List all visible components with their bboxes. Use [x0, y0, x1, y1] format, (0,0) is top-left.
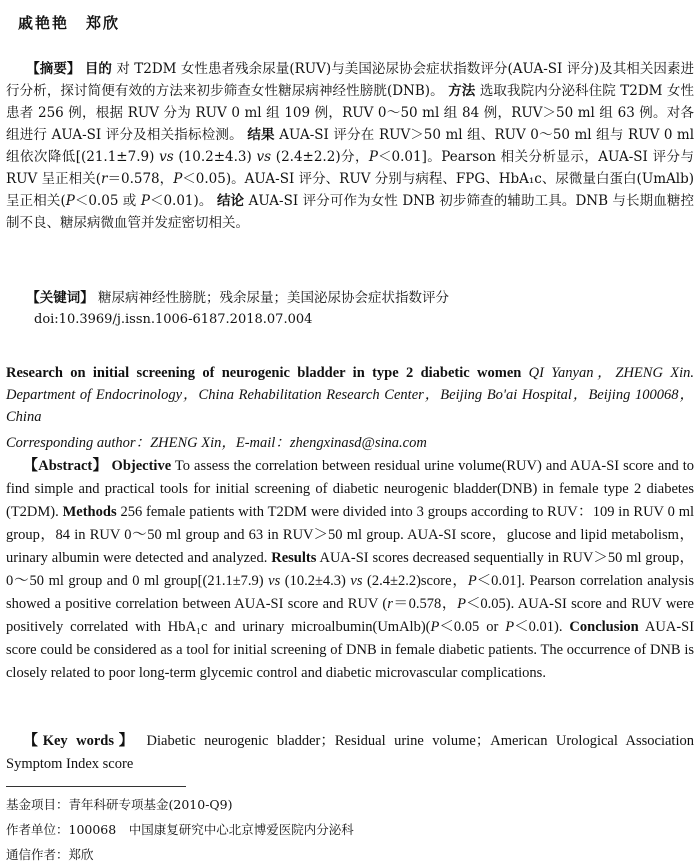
en-objective-text: To assess the correlation between residual urine volume(RUV) and AUA-SI score and to find simple and practical tools for initial screening of diabetic neurogenic bladder(DNB) in female type 2 diabetes (T2DM).: [6, 458, 694, 520]
zh-r: r: [100, 171, 108, 187]
english-abstract: [6, 455, 694, 685]
zh-results-text-6: ＜0.05)。AUA-SI 评分、RUV 分别与病程、FPG、HbA₁c、尿微量白蛋白(UmAlb)呈正相关(: [6, 171, 694, 209]
chinese-abstract: [6, 58, 694, 234]
zh-results-text-3: (2.4±2.2)分，: [275, 149, 369, 165]
english-title: Research on initial screening of neurogenic bladder in type 2 diabetic women: [6, 365, 522, 381]
chinese-authors: 戚艳艳 郑欣: [18, 14, 121, 32]
en-results-text-4: ＜0.01]. Pearson correlation analysis showed a positive correlation between AUA-SI score and RUV (: [6, 573, 694, 612]
zh-results-text-7: ＜0.05 或: [74, 193, 137, 209]
en-p-4: P: [505, 619, 515, 635]
zh-p-2: P: [173, 171, 183, 187]
zh-conclusion-label: 结论: [216, 193, 245, 209]
zh-methods-label: 方法: [448, 83, 476, 99]
en-vs-2: vs: [350, 573, 363, 589]
zh-results-text-4: ＜0.01]。Pearson 相关分析显示，AUA-SI 评分与 RUV 呈正相关(: [6, 149, 694, 187]
zh-vs-2: vs: [256, 149, 272, 165]
footnote-fund: 基金项目：青年科研专项基金(2010-Q9): [6, 797, 233, 812]
footnote-affiliation: 作者单位：100068 中国康复研究中心北京博爱医院内分泌科: [6, 822, 354, 837]
en-results-text-3: (2.4±2.2)score，: [367, 573, 468, 589]
zh-p-1: P: [368, 149, 379, 165]
en-methods-text: 256 female patients with T2DM were divided into 3 groups according to RUV：109 in RUV 0 ml group，84 in RUV 0～50 ml group and 63 in RUV＞50 ml group. AUA-SI score，glucose and lipid metabolism，urinary albumin were detected and analyzed.: [6, 504, 694, 566]
en-abstract-label: 【Abstract】: [23, 458, 108, 474]
en-conclusion-text: AUA-SI score could be considered as a tool for initial screening of DNB in female diabetic patients. The occurrence of DNB is closely related to poor long-term glycemic control and diabetic microvascular complications.: [6, 619, 695, 681]
zh-results-text-8: ＜0.01)。: [149, 193, 213, 209]
zh-results-text-2: (10.2±4.3): [178, 149, 252, 165]
en-results-text-6: ＜0.05). AUA-SI score and RUV were positively correlated with HbA₁c and urinary microalbumin(UmAlb)(: [6, 596, 694, 635]
english-authors: QI Yanyan，ZHENG Xin.: [528, 365, 694, 381]
zh-results-text-5: ＝0.578，: [107, 171, 174, 187]
en-p-3: P: [430, 619, 440, 635]
en-objective-label: Objective: [111, 458, 172, 474]
en-results-label: Results: [271, 550, 317, 566]
zh-p-4: P: [140, 193, 150, 209]
zh-conclusion-text: AUA-SI 评分可作为女性 DNB 初步筛查的辅助工具。DNB 与长期血糖控制不良、糖尿病微血管并发症密切相关。: [6, 193, 695, 231]
en-results-text-2: (10.2±4.3): [284, 573, 346, 589]
en-r: r: [387, 596, 393, 612]
zh-p-3: P: [65, 193, 75, 209]
english-affiliation: Department of Endocrinology，China Rehabilitation Research Center，Beijing Bo'ai Hospital，Beijing 100068，China: [6, 387, 694, 425]
chinese-keywords: [6, 287, 694, 309]
zh-results-label: 结果: [247, 127, 275, 143]
zh-keywords-label: 【关键词】: [26, 290, 94, 306]
zh-vs-1: vs: [159, 149, 174, 165]
en-results-text-5: ＝0.578，: [392, 596, 458, 612]
zh-objective-label: 目的: [84, 61, 112, 77]
footnote-divider: [6, 786, 186, 787]
en-results-text-1: AUA-SI scores decreased sequentially in RUV＞50 ml group，0～50 ml group and 0 ml group[(21.1±7.9): [6, 550, 695, 589]
en-keywords-text: Diabetic neurogenic bladder；Residual urine volume；American Urological Association Symptom Index score: [6, 733, 694, 772]
zh-objective-text: 对 T2DM 女性患者残余尿量(RUV)与美国泌尿协会症状指数评分(AUA-SI 评分)及其相关因素进行分析，探讨简便有效的方法来初步筛查女性糖尿病神经性膀胱(DNB)。: [6, 61, 695, 99]
zh-keywords-text: 糖尿病神经性膀胱；残余尿量；美国泌尿协会症状指数评分: [98, 290, 450, 306]
en-results-text-8: ＜0.01).: [514, 619, 563, 635]
zh-results-text-1: AUA-SI 评分在 RUV＞50 ml 组、RUV 0～50 ml 组与 RUV 0 ml 组依次降低[(21.1±7.9): [6, 127, 695, 165]
footnote-corresponding: 通信作者：郑欣: [6, 847, 94, 862]
doi: doi:10.3969/j.issn.1006-6187.2018.07.004: [34, 312, 313, 327]
en-vs-1: vs: [268, 573, 281, 589]
en-p-1: P: [467, 573, 477, 589]
corresponding-author: Corresponding author：ZHENG Xin，E-mail：zhengxinasd@sina.com: [6, 435, 427, 451]
en-keywords-label: 【Key words】: [23, 733, 139, 749]
english-keywords: [6, 730, 694, 776]
zh-methods-text: 选取我院内分泌科住院 T2DM 女性患者 256 例，根据 RUV 分为 RUV 0 ml 组 109 例，RUV 0～50 ml 组 84 例，RUV＞50 ml 组 63 例。对各组进行 AUA-SI 评分及相关指标检测。: [6, 83, 695, 143]
en-p-2: P: [457, 596, 466, 612]
en-conclusion-label: Conclusion: [569, 619, 639, 635]
english-title-block: [6, 362, 694, 428]
zh-abstract-label: 【摘要】: [26, 61, 81, 77]
en-methods-label: Methods: [62, 504, 117, 520]
en-results-text-7: ＜0.05 or: [439, 619, 499, 635]
